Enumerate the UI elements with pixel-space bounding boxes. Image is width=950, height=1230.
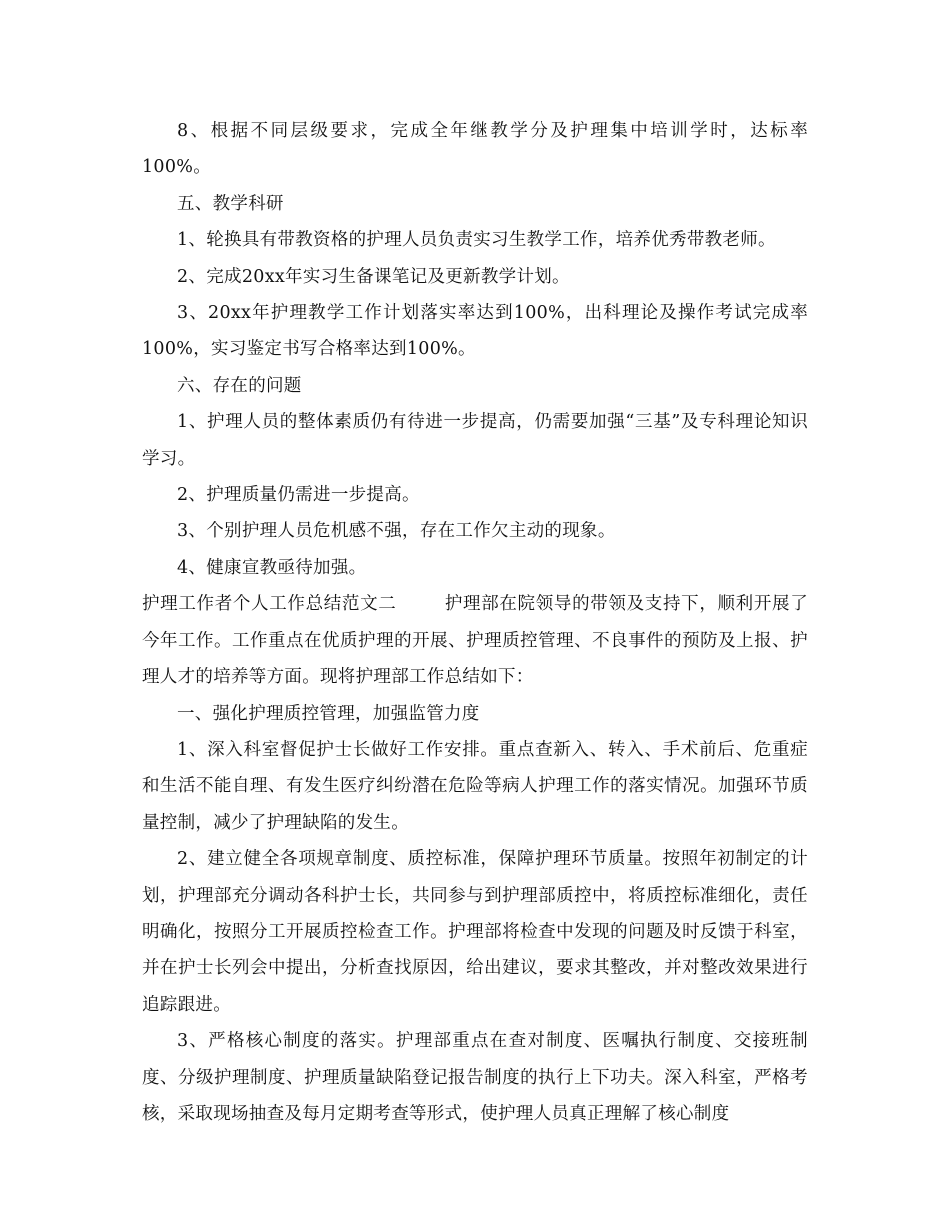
paragraph: 1、轮换具有带教资格的护理人员负责实习生教学工作，培养优秀带教老师。	[177, 230, 776, 251]
paragraph: 2、完成20xx年实习生备课笔记及更新教学计划。	[177, 266, 570, 287]
paragraph: 1、护理人员的整体素质仍有待进一步提高，仍需要加强“三基”及专科理论知识学习。	[142, 412, 808, 469]
paragraph: 3、严格核心制度的落实。护理部重点在查对制度、医嘱执行制度、交接班制度、分级护理制度、护理质量缺陷登记报告制度的执行上下功夫。深入科室，严格考核，采取现场抽查及每月定期考查等形式，使护理人员真正理解了核心制度	[142, 1031, 808, 1124]
document-body	[142, 113, 808, 1132]
paragraph: 4、健康宣教亟待加强。	[177, 557, 367, 578]
paragraph: 8、根据不同层级要求，完成全年继教学分及护理集中培训学时，达标率100%。	[142, 121, 808, 178]
section-heading: 五、教学科研	[177, 193, 284, 214]
section-heading: 一、强化护理质控管理，加强监管力度	[177, 703, 480, 724]
paragraph: 3、20xx年护理教学工作计划落实率达到100%，出科理论及操作考试完成率100%，实习鉴定书写合格率达到100%。	[142, 303, 808, 360]
section-heading: 六、存在的问题	[177, 375, 302, 396]
paragraph: 2、建立健全各项规章制度、质控标准，保障护理环节质量。按照年初制定的计划，护理部充分调动各科护士长，共同参与到护理部质控中，将质控标准细化，责任明确化，按照分工开展质控检查工作。护理部将检查中发现的问题及时反馈于科室，并在护士长列会中提出，分析查找原因，给出建议，要求其整改，并对整改效果进行追踪跟进。	[142, 849, 808, 1015]
paragraph: 3、个别护理人员危机感不强，存在工作欠主动的现象。	[177, 521, 616, 542]
section-intro: 护理部在院领导的带领及支持下，顺利开展了今年工作。工作重点在优质护理的开展、护理质控管理、不良事件的预防及上报、护理人才的培养等方面。现将护理部工作总结如下：	[142, 594, 808, 688]
section-title: 护理工作者个人工作总结范文二	[142, 594, 397, 615]
paragraph: 1、深入科室督促护士长做好工作安排。重点查新入、转入、手术前后、危重症和生活不能自理、有发生医疗纠纷潜在危险等病人护理工作的落实情况。加强环节质量控制，减少了护理缺陷的发生。	[142, 739, 808, 833]
paragraph: 2、护理质量仍需进一步提高。	[177, 485, 420, 506]
section-intro-paragraph	[142, 586, 808, 695]
